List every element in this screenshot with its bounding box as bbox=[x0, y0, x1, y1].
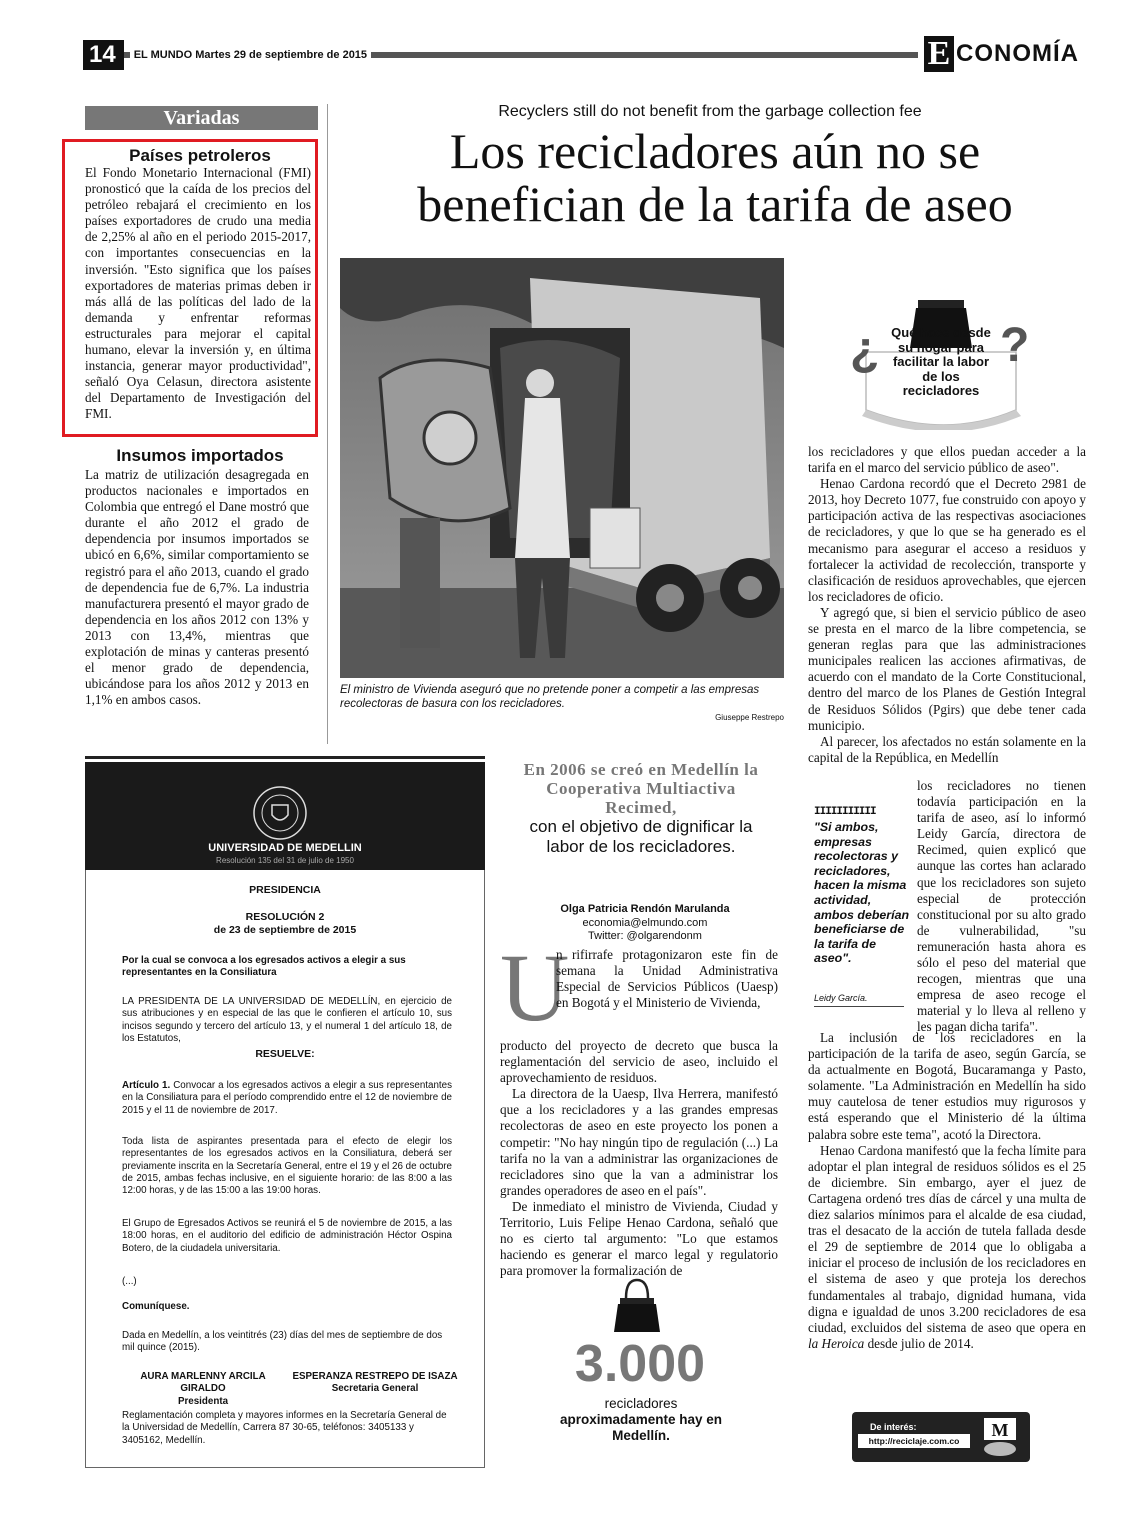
ad-university: UNIVERSIDAD DE MEDELLIN bbox=[208, 842, 362, 854]
heroica-italic: la Heroica bbox=[808, 1335, 865, 1351]
pull-quote-rule bbox=[814, 1006, 904, 1007]
sidebar-title: Variadas bbox=[85, 106, 318, 130]
question-mark: ? bbox=[1000, 319, 1030, 372]
signature-role: Secretaria General bbox=[331, 1383, 419, 1395]
binder-clip-icon bbox=[612, 1278, 662, 1334]
right-paragraph: Henao Cardona recordó que el Decreto 2981 de 2013, hoy Decreto 1077, fue construido con apoyo y participación activa de las respectivas asociaciones de recicladores, y que lo que se ha generado es el mecanismo para asegurar el acceso a residuos y fortalecer la actividad de recolección, transporte y clasificación de residuos aprovechables, que ejercen los recicladores de oficio. bbox=[808, 476, 1086, 604]
callout-highlight: En 2006 se creó en Medellín la Cooperativa Multiactiva Recimed, bbox=[523, 760, 759, 817]
issue-date: Martes 29 de septiembre de 2015 bbox=[195, 49, 368, 61]
ad-office: PRESIDENCIA bbox=[249, 884, 321, 896]
right-paragraph: La inclusión de los recicladores en la participación de la tarifa de aseo, según García, se da actualmente en Bogotá, Bucaramanga y Pasto, solamente. "La Administración en Medellín ha sido muy cautelosa de tener estudios muy rigurosos y está esperando que el Ministerio dé la última palabra sobre este tema", acotó la Directora. bbox=[808, 1030, 1086, 1142]
inverted-question-mark: ¿ bbox=[850, 323, 880, 376]
header-info bbox=[130, 49, 371, 61]
web-logo-letter: M bbox=[991, 1420, 1009, 1440]
mouse-logo-icon bbox=[980, 1416, 1020, 1458]
ad-resolution-ref: Resolución 135 del 31 de julio de 1950 bbox=[216, 856, 354, 865]
pull-quote-author: Leidy García. bbox=[814, 993, 868, 1003]
ad-paragraph-meeting: El Grupo de Egresados Activos se reunirá el 5 de noviembre de 2015, a las 18:00 horas, en el auditorio del edificio de administración Héctor Ospina Botero, de la ciudadela universitaria. bbox=[122, 1218, 452, 1254]
right-paragraph bbox=[808, 1143, 1086, 1352]
ad-article-text: Convocar a los egresados activos a elegir a sus representantes en la Consiliatura para el período comprendido entre el 12 de noviembre de 2015 y el 11 de noviembre de 2017. bbox=[122, 1080, 452, 1116]
ad-article-1 bbox=[122, 1080, 452, 1117]
university-seal-icon bbox=[252, 785, 308, 841]
ad-paragraph-lists: Toda lista de aspirantes presentada para el efecto de elegir los representantes de los egresados activos en la Consiliatura, deberá ser previamente inscrita en la Secretaría General, entre el 19 y el 26 de octubre de 2015, ambas fechas inclusive, en el siguiente horario: de las 8:00 a las 12:00 horas, y de las 15:00 a las 19:00 horas. bbox=[122, 1136, 452, 1197]
signature-role: Presidenta bbox=[177, 1395, 229, 1407]
stat-description: aproximadamente hay en Medellín. bbox=[559, 1412, 723, 1443]
right-column-top bbox=[808, 444, 1086, 766]
header-left bbox=[83, 40, 463, 70]
right-column-narrow: los recicladores no tienen todavía participación en la tarifa de aseo, así lo informó Leidy García, directora de Recimed, quien explicó que aunque las cortes han aclarado que los recicladores son sujeto especial de protección constitucional por su alto grado de vulnerabilidad, "su remuneración hasta ahora es sólo el peso del material que recogen, mientras que una empresa de aseo recoge el material y lo lleva al relleno y les pagan dicha tarifa". bbox=[917, 778, 1086, 1035]
author-twitter: Twitter: @olgarendonm bbox=[588, 930, 702, 942]
stat-text bbox=[546, 1396, 736, 1444]
ad-resolution-date: de 23 de septiembre de 2015 bbox=[213, 924, 357, 936]
ad-date-line: Dada en Medellín, a los veintitrés (23) días del mes de septiembre de dos mil quince (2015). bbox=[122, 1330, 443, 1354]
author-email: economia@elmundo.com bbox=[582, 916, 708, 929]
ad-comuniquese: Comuníquese. bbox=[122, 1301, 190, 1312]
callout-text: con el objetivo de dignificar la labor de los recicladores. bbox=[529, 817, 753, 856]
notebook-spiral-icon: IIIIIIIIIII bbox=[814, 806, 876, 818]
ad-signature-president bbox=[118, 1371, 288, 1408]
paises-text: El Fondo Monetario Internacional (FMI) pronosticó que la caída de los precios del petróleo rebajará el crecimiento en los países exportadores de crudo una media de 2,25% al año en el periodo 2015-2017, con importantes consecuencias en la inversión. "Esto significa que los países exportadores de materias primas deben ir más allá de las políticas del lado de la demanda y enfrentar reformas estructurales para mejorar el capital humano, elevar la inversión y, en última instancia, generar mayor productividad", señaló Oya Celasun, directora asistente del Departamento de Investigación del FMI. bbox=[85, 165, 311, 422]
ad-preamble: LA PRESIDENTA DE LA UNIVERSIDAD DE MEDELLÍN, en ejercicio de sus atribuciones y en especial de las que le confieren el artículo 10, sus incisos segundo y tercero del artículo 13, y el numeral 1 del artículo 18, de los Estatutos, bbox=[122, 996, 452, 1044]
insumos-text: La matriz de utilización desagregada en productos nacionales e importados en Colombia que entregó el Dane mostró que durante el año 2012 el grado de dependencia por insumos importados se ubicó en 6,6%, similar comportamiento se registró para el año 2013, cuando el grado de dependencia fue de 6,7%. La industria manufacturera presentó el mayor grado de dependencia en los años 2012 con 13% y 2013 con 13,4%, mientras que explotación de minas y canteras presentó el menor grado de dependencia, ubicándose para los años 2012 y 2013 en 1,1% en ambos casos. bbox=[85, 467, 309, 708]
drop-cap: U bbox=[500, 934, 570, 1041]
stat-number: 3.000 bbox=[574, 1335, 706, 1393]
page-number: 14 bbox=[83, 40, 124, 70]
mid-paragraph: producto del proyecto de decreto que busca la reglamentación del servicio de aseo, incluido el aprovechamiento de residuos. bbox=[500, 1038, 778, 1086]
article-kicker: Recyclers still do not benefit from the garbage collection fee bbox=[498, 103, 922, 120]
middle-column-text bbox=[500, 1038, 778, 1279]
section-label bbox=[918, 36, 1079, 72]
section-name: CONOMÍA bbox=[956, 40, 1079, 67]
ad-ellipsis: (...) bbox=[122, 1276, 137, 1287]
ad-signature-secretary bbox=[290, 1371, 460, 1396]
right-paragraph-tail: desde julio de 2014. bbox=[867, 1335, 974, 1351]
pull-quote: "Si ambos, empresas recolectoras y recicladores, hacen la misma actividad, ambos deberían beneficiarse de la tarifa de aseo". bbox=[814, 820, 910, 966]
lead-paragraph: n rifirrafe protagonizaron este fin de semana la Unidad Administrativa Especial de Servicios Públicos (Uaesp) en Bogotá y el Ministerio de Vivienda, bbox=[556, 947, 778, 1011]
mid-paragraph: De inmediato el ministro de Vivienda, Ciudad y Territorio, Luis Felipe Henao Cardona, señaló que no es cierto tal argumento: "Lo que estamos haciendo es generar el marco legal y regulatorio para promover la formalización de bbox=[500, 1198, 778, 1279]
right-paragraph: Y agregó que, si bien el servicio público de aseo se presta en el marco de la libre competencia, se generan reglas para que las administraciones municipales realicen las acciones afirmativas, de acuerdo con el mandato de la Corte Constitucional, dentro del marco de los Planes de Gestión Integral de Residuos Sólidos (Pgirs) que debe tener cada municipio. bbox=[808, 604, 1086, 733]
ad-article-label: Artículo 1. bbox=[122, 1080, 171, 1091]
right-column-bottom bbox=[808, 1030, 1086, 1352]
mid-paragraph: La directora de la Uaesp, Ilva Herrera, manifestó que a los recicladores y a las grandes empresas recolectoras de aseo en este proyecto los ponen a competir: "No hay ningún tipo de regulación (...) La tarifa no la van a administrar las organizaciones de recicladores sino que la van a administrar los grandes operadores de aseo en el país". bbox=[500, 1086, 778, 1198]
photo-credit: Giuseppe Restrepo bbox=[715, 713, 784, 722]
right-paragraph: los recicladores y que ellos puedan acceder a la tarifa en el marco del servicio público de aseo". bbox=[808, 444, 1086, 476]
right-paragraph: Al parecer, los afectados no están solamente en la capital de la República, en Medellín bbox=[808, 733, 1086, 765]
signature-name: ESPERANZA RESTREPO DE ISAZA bbox=[292, 1371, 458, 1382]
ad-footer-info: Reglamentación completa y mayores informes en la Secretaría General de la Universidad de Medellín, Carrera 87 30-65, teléfonos: 3405133 y 3405162, Medellín. bbox=[122, 1410, 447, 1446]
stat-label: recicladores bbox=[604, 1396, 678, 1411]
article-headline: Los recicladores aún no se benefician de la tarifa de aseo bbox=[417, 123, 1013, 232]
column-divider bbox=[327, 104, 328, 744]
insumos-heading: Insumos importados bbox=[116, 446, 284, 465]
ad-top-rule bbox=[85, 756, 485, 759]
ad-summary: Por la cual se convoca a los egresados activos a elegir a sus representantes en la Consiliatura bbox=[122, 955, 406, 979]
signature-name: AURA MARLENNY ARCILA GIRALDO bbox=[140, 1371, 266, 1395]
section-initial: E bbox=[924, 36, 954, 72]
photo-caption: El ministro de Vivienda aseguró que no pretende poner a competir a las empresas recolectoras de basura con los recicladores. bbox=[340, 684, 760, 710]
author-name: Olga Patricia Rendón Marulanda bbox=[560, 903, 730, 915]
web-url-link[interactable]: http://reciclaje.com.co bbox=[858, 1434, 970, 1448]
web-label: De interés: bbox=[870, 1422, 917, 1432]
callout bbox=[516, 760, 766, 857]
ad-resuelve: RESUELVE: bbox=[255, 1048, 315, 1060]
garbage-truck-photo bbox=[340, 258, 784, 678]
question-text: Qué hace desde su hogar para facilitar la labor de los recicladores bbox=[891, 325, 991, 398]
ad-resolution-number: RESOLUCIÓN 2 bbox=[245, 911, 325, 923]
paises-heading: Países petroleros bbox=[129, 146, 271, 165]
paper-name: EL MUNDO bbox=[133, 49, 193, 61]
right-paragraph-text: Henao Cardona manifestó que la fecha límite para adoptar el plan integral de residuos sólidos es el 25 de diciembre. Sin embargo, ayer el juez de Cartagena ordenó tres días de cárcel y una multa de diez salarios mínimos para el alcalde de esa ciudad, tras el desacato de la acción de tutela fallada desde el 29 de septiembre de 2014 que lo obligaba a iniciar el proceso de inclusión de los recicladores en el sistema de aseo y que proteja los derechos fundamentales al trabajo, dignidad humana, vida digna e igualdad de unos 3.200 recicladores de esa ciudad, excluidos del sistema de aseo que opera en bbox=[808, 1142, 1086, 1335]
